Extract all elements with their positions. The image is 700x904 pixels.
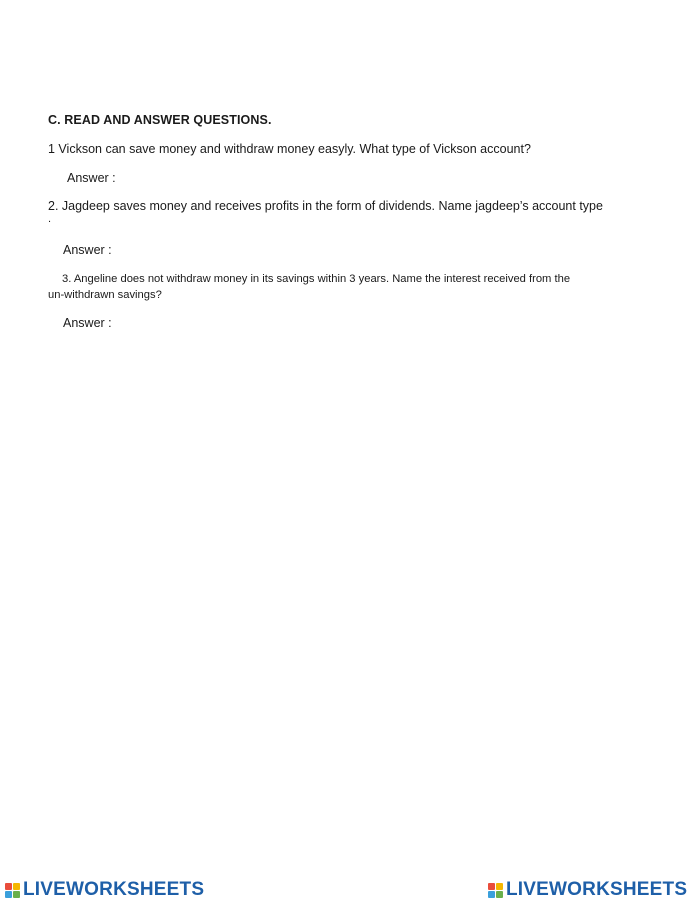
question-2-answer-label: Answer : — [63, 243, 112, 257]
question-1-text: 1 Vickson can save money and withdraw money easyly. What type of Vickson account? — [48, 142, 531, 156]
question-3-answer-label: Answer : — [63, 316, 112, 330]
question-3-text — [48, 271, 608, 303]
question-2-trailing-mark: . — [48, 213, 52, 225]
liveworksheets-logo-left — [5, 880, 204, 900]
liveworksheets-logo-icon — [5, 883, 20, 898]
liveworksheets-logo-icon — [488, 883, 503, 898]
question-3-line-2: un-withdrawn savings? — [48, 289, 162, 301]
question-1-answer-label: Answer : — [67, 171, 116, 185]
brand-text-left: LIVEWORKSHEETS — [23, 879, 205, 900]
section-heading: C. READ AND ANSWER QUESTIONS. — [48, 113, 272, 127]
question-3-line-1: 3. Angeline does not withdraw money in its savings within 3 years. Name the interest received from the — [62, 273, 571, 285]
brand-text-right: LIVEWORKSHEETS — [506, 879, 688, 900]
liveworksheets-logo-right — [488, 880, 687, 900]
question-2-text: 2. Jagdeep saves money and receives profits in the form of dividends. Name jagdeep’s account type — [48, 199, 603, 213]
